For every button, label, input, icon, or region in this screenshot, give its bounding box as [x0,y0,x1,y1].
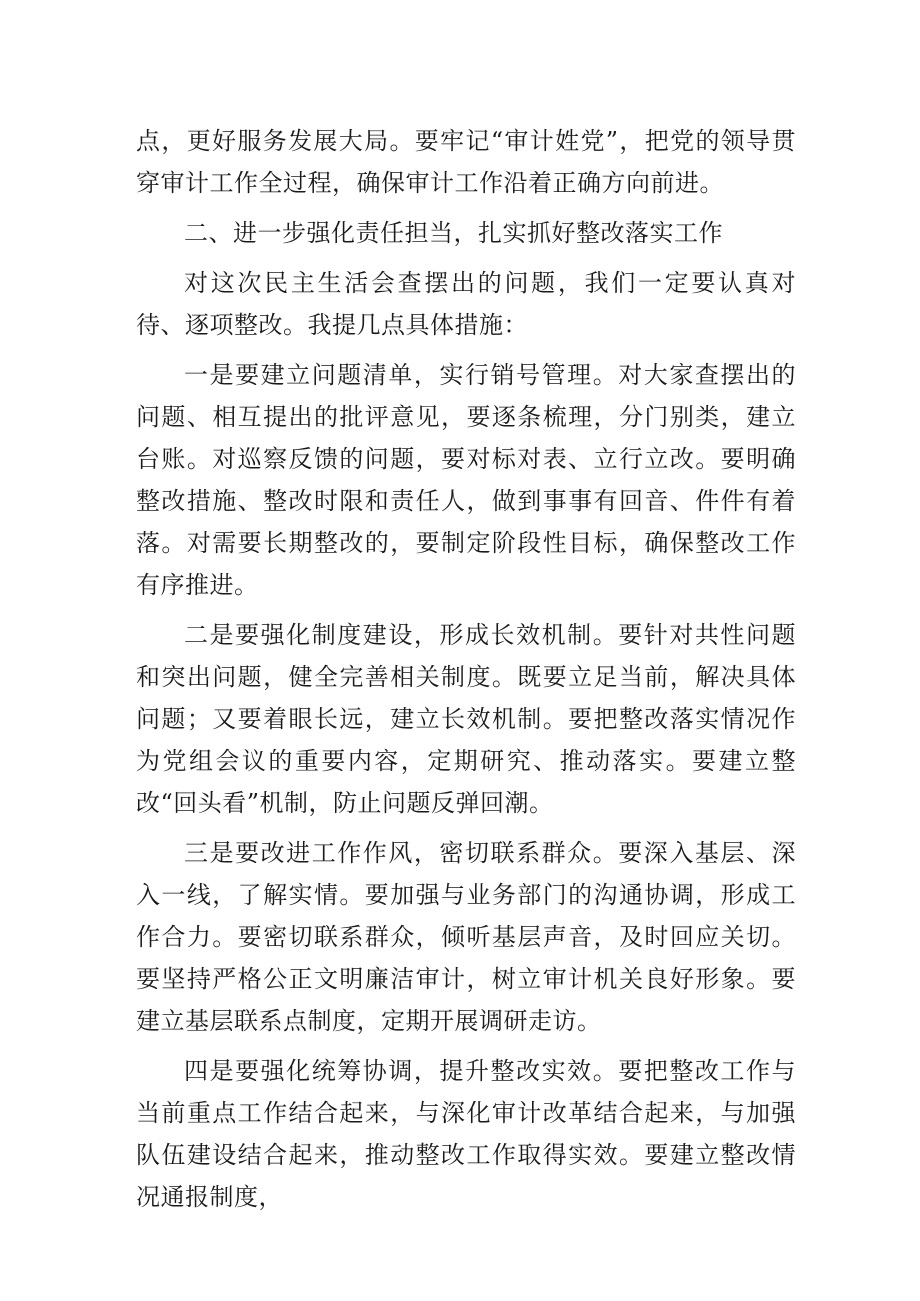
paragraph-measure-2: 二是要强化制度建设，形成长效机制。要针对共性问题和突出问题，健全完善相关制度。既要立足当前，解决具体问题；又要着眼长远，建立长效机制。要把整改落实情况作为党组会议的重要内容，定期研究、推动落实。要建立整改“回头看”机制，防止问题反弹回潮。 [136,621,796,817]
paragraph-intro: 对这次民主生活会查摆出的问题，我们一定要认真对待、逐项整改。我提几点具体措施： [136,269,796,339]
paragraph-measure-3: 三是要改进工作作风，密切联系群众。要深入基层、深入一线，了解实情。要加强与业务部门的沟通协调，形成工作合力。要密切联系群众，倾听基层声音，及时回应关切。要坚持严格公正文明廉洁审计，树立审计机关良好形象。要建立基层联系点制度，定期开展调研走访。 [136,839,796,1035]
paragraph-measure-1: 一是要建立问题清单，实行销号管理。对大家查摆出的问题、相互提出的批评意见，要逐条梳理，分门别类，建立台账。对巡察反馈的问题，要对标对表、立行立改。要明确整改措施、整改时限和责任人，做到事事有回音、件件有着落。对需要长期整改的，要制定阶段性目标，确保整改工作有序推进。 [136,361,796,599]
paragraph-measure-4: 四是要强化统筹协调，提升整改实效。要把整改工作与当前重点工作结合起来，与深化审计改革结合起来，与加强队伍建设结合起来，推动整改工作取得实效。要建立整改情况通报制度， [136,1057,796,1211]
section-heading: 二、进一步强化责任担当，扎实抓好整改落实工作 [184,219,723,247]
paragraph-continuation: 点，更好服务发展大局。要牢记“审计姓党”，把党的领导贯穿审计工作全过程，确保审计工作沿着正确方向前进。 [136,127,796,197]
document-body [136,120,796,1226]
